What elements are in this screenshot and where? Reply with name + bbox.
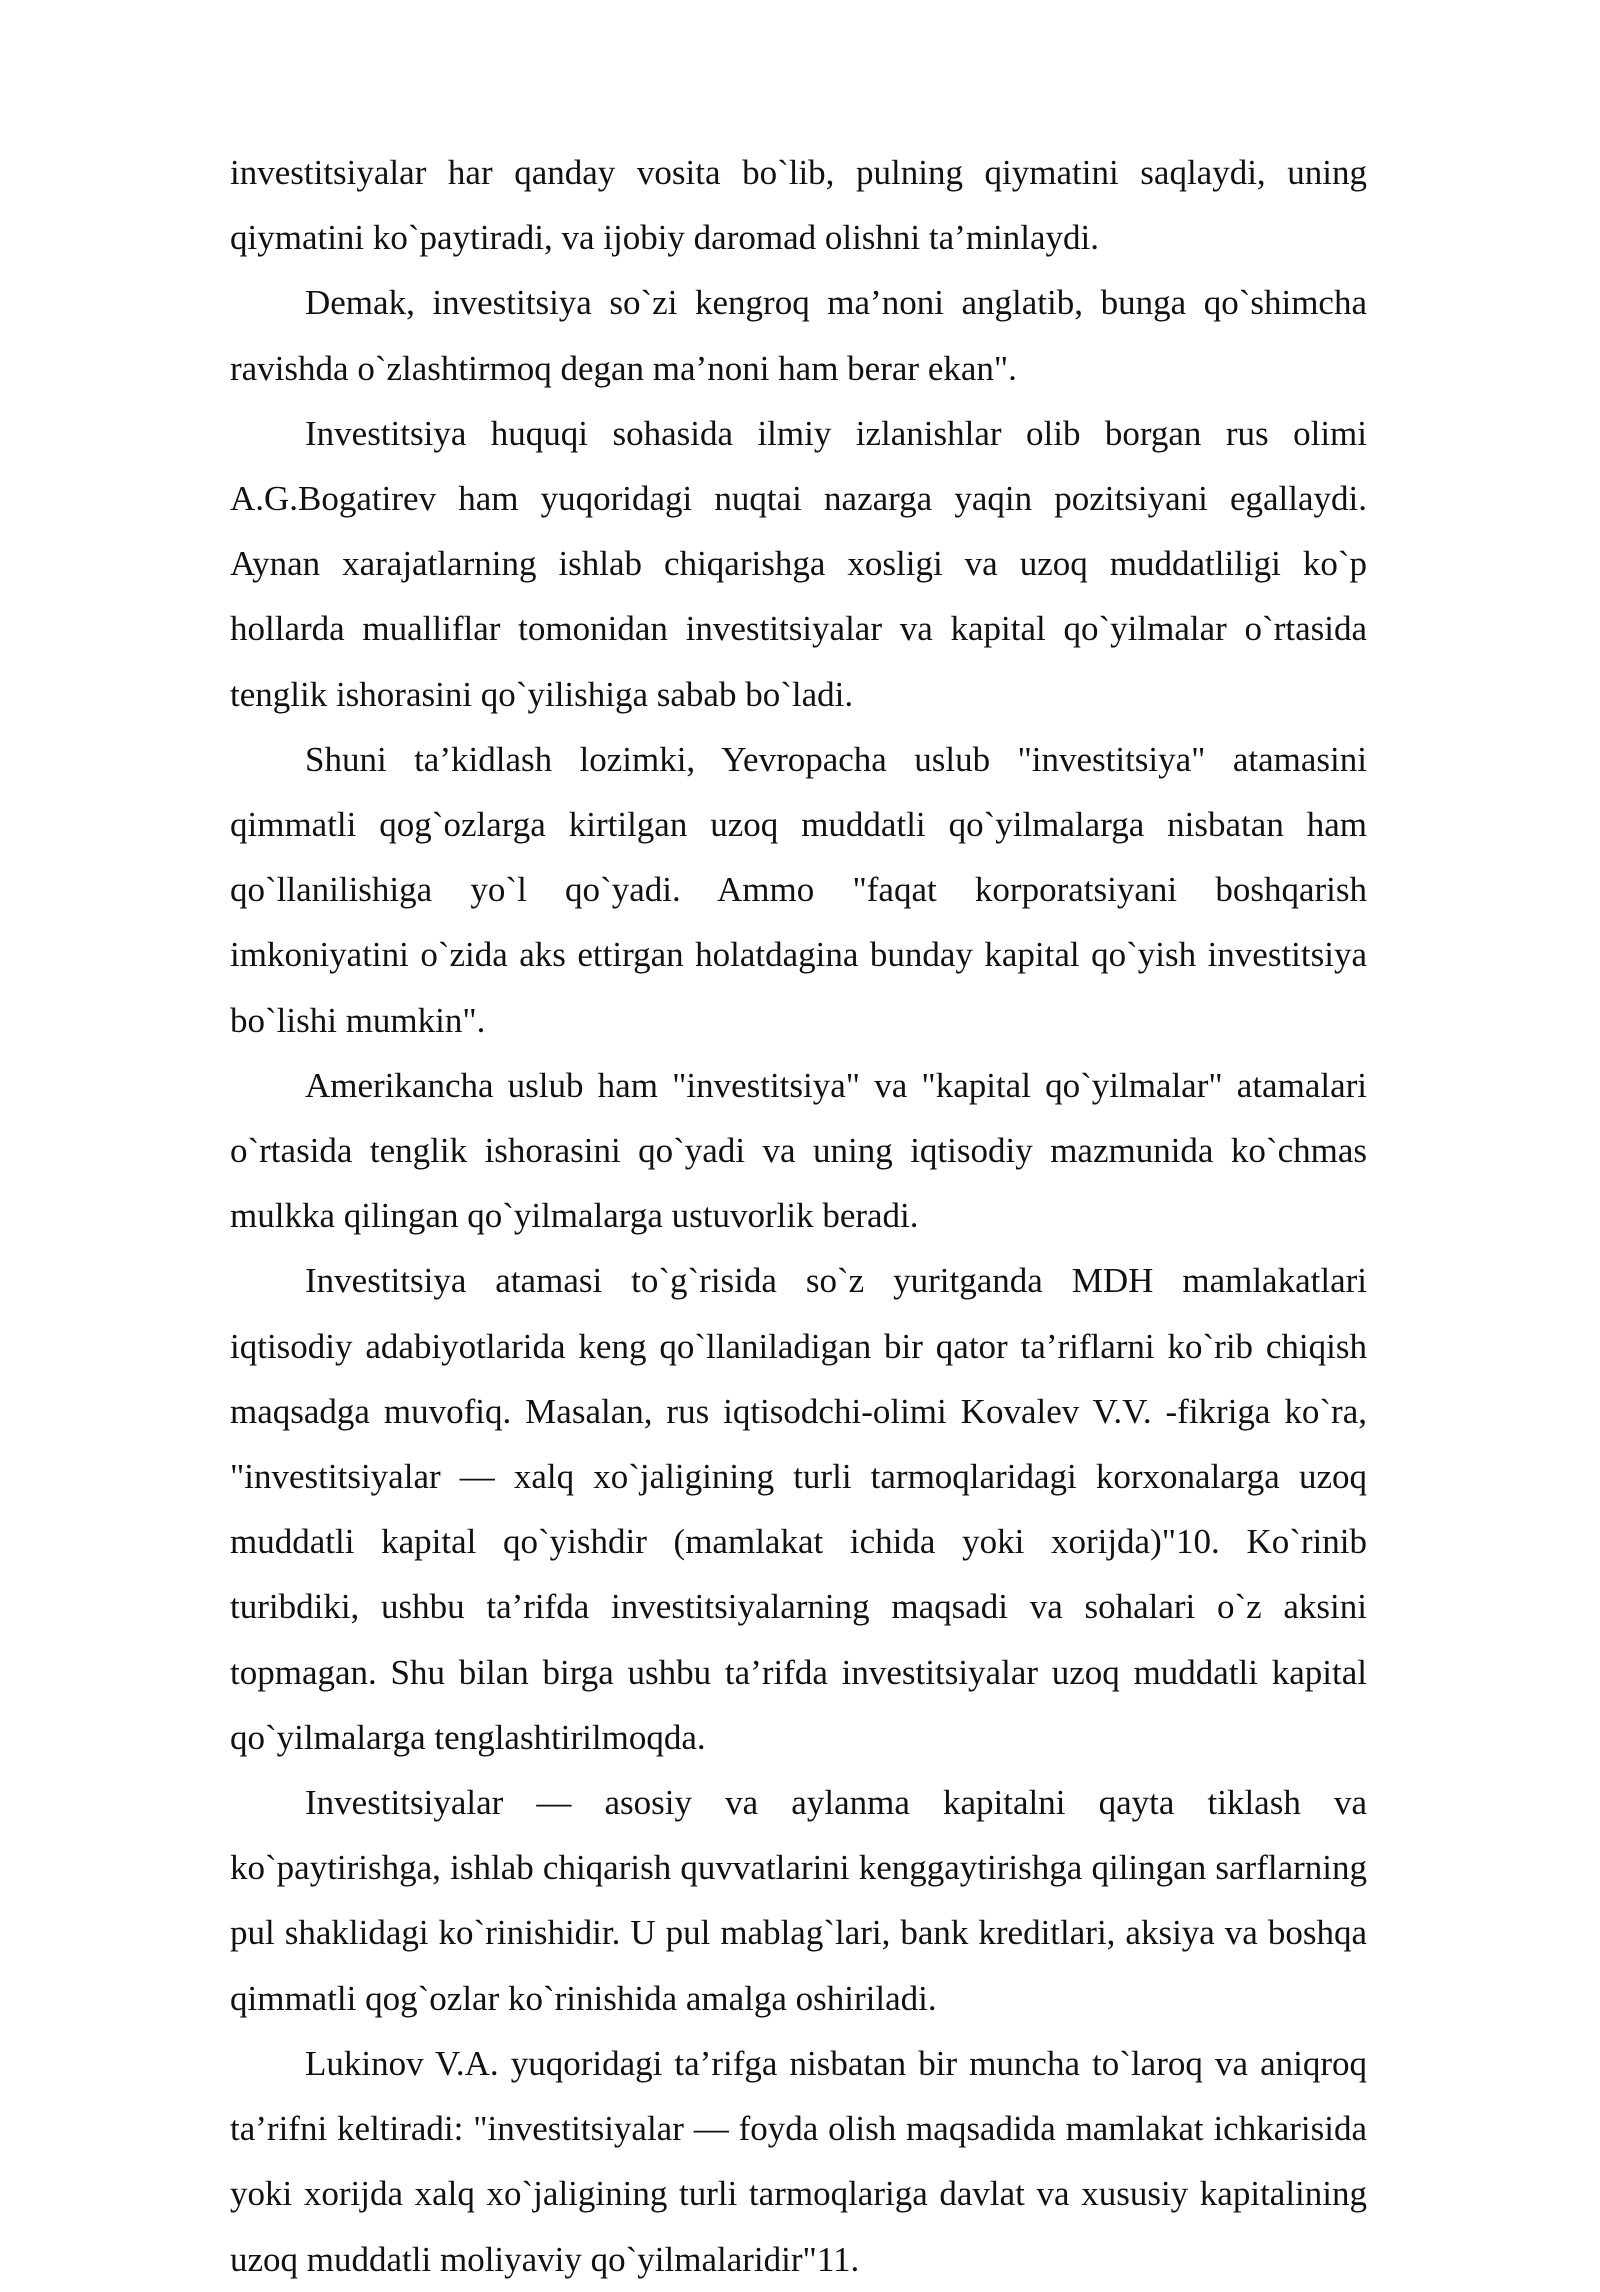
paragraph: Investitsiya huquqi sohasida ilmiy izlanishlar olib borgan rus olimi A.G.Bogatirev ham yuqoridagi nuqtai nazarga yaqin pozitsiyani egallaydi. Aynan xarajatlarning ishlab chiqarishga xosligi va uzoq muddatliligi ko`p hollarda mualliflar tomonidan investitsiyalar va kapital qo`yilmalar o`rtasida tenglik ishorasini qo`yilishiga sabab bo`ladi. bbox=[230, 413, 1367, 714]
paragraph: Shuni ta’kidlash lozimki, Yevropacha uslub "investitsiya" atamasini qimmatli qog`ozlarga kirtilgan uzoq muddatli qo`yilmalarga nisbatan ham qo`llanilishiga yo`l qo`yadi. Ammo "faqat korporatsiyani boshqarish imkoniyatini o`zida aks ettirgan holatdagina bunday kapital qo`yish investitsiya bo`lishi mumkin". bbox=[230, 739, 1367, 1040]
paragraph: Lukinov V.A. yuqoridagi ta’rifga nisbatan bir muncha to`laroq va aniqroq ta’rifni keltiradi: "investitsiyalar — foyda olish maqsadida mamlakat ichkarisida yoki xorijda xalq xo`jaligining turli tarmoqlariga davlat va xususiy kapitalining uzoq muddatli moliyaviy qo`yilmalaridir"11. bbox=[230, 2043, 1367, 2279]
paragraph: investitsiyalar har qanday vosita bo`lib, pulning qiymatini saqlaydi, uning qiymatini ko`paytiradi, va ijobiy daromad olishni ta’minlaydi. bbox=[230, 153, 1367, 258]
paragraph: Investitsiya atamasi to`g`risida so`z yuritganda MDH mamlakatlari iqtisodiy adabiyotlarida keng qo`llaniladigan bir qator ta’riflarni ko`rib chiqish maqsadga muvofiq. Masalan, rus iqtisodchi-olimi Kovalev V.V. -fikriga ko`ra, "investitsiyalar — xalq xo`jaligining turli tarmoqlaridagi korxonalarga uzoq muddatli kapital qo`yishdir (mamlakat ichida yoki xorijda)"10. Ko`rinib turibdiki, ushbu ta’rifda investitsiyalarning maqsadi va sohalari o`z aksini topmagan. Shu bilan birga ushbu ta’rifda investitsiyalar uzoq muddatli kapital qo`yilmalarga tenglashtirilmoqda. bbox=[230, 1261, 1367, 1757]
paragraph: Demak, investitsiya so`zi kengroq ma’noni anglatib, bunga qo`shimcha ravishda o`zlashtirmoq degan ma’noni ham berar ekan". bbox=[230, 283, 1367, 388]
paragraph: Amerikancha uslub ham "investitsiya" va "kapital qo`yilmalar" atamalari o`rtasida tenglik ishorasini qo`yadi va uning iqtisodiy mazmunida ko`chmas mulkka qilingan qo`yilmalarga ustuvorlik beradi. bbox=[230, 1065, 1367, 1236]
document-page bbox=[230, 140, 1367, 2292]
paragraph: Investitsiyalar — asosiy va aylanma kapitalni qayta tiklash va ko`paytirishga, ishlab chiqarish quvvatlarini kenggaytirishga qilingan sarflarning pul shaklidagi ko`rinishidir. U pul mablag`lari, bank kreditlari, aksiya va boshqa qimmatli qog`ozlar ko`rinishida amalga oshiriladi. bbox=[230, 1783, 1367, 2018]
